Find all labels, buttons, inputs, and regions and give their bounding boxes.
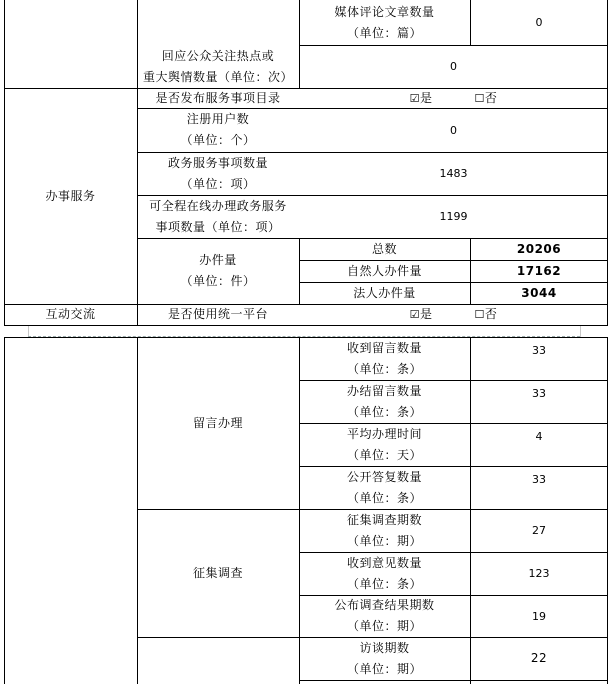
- messages-completed-value: [471, 380, 607, 406]
- label-unit: （单位：条）: [346, 361, 422, 376]
- survey-results-label: [299, 595, 470, 637]
- platform-label: [137, 304, 299, 325]
- label-line: 公开答复数量: [346, 469, 422, 484]
- checked-box-icon[interactable]: ☑: [409, 91, 420, 105]
- messages-avg-time-value: [471, 423, 607, 449]
- survey-periods-value: [471, 509, 607, 552]
- handled-label: [137, 238, 299, 304]
- section-survey: [137, 509, 299, 637]
- option-yes: 是: [419, 307, 433, 321]
- service-items-label: [137, 152, 299, 195]
- label-line: 访谈期数: [359, 640, 410, 655]
- label-unit: （单位：篇）: [346, 25, 422, 40]
- service-catalog-label: [137, 88, 299, 108]
- messages-public-replies-value: [471, 466, 607, 492]
- grid-line: [4, 325, 607, 326]
- value-text: 0: [450, 123, 457, 137]
- media-comments-value: [471, 0, 607, 45]
- platform-options: [300, 304, 607, 325]
- section-message-handling: [137, 337, 299, 509]
- unchecked-box-icon[interactable]: ☐: [474, 308, 485, 321]
- value-text: 0: [535, 16, 543, 29]
- messages-public-replies-label: [299, 466, 470, 509]
- survey-results-value: [471, 595, 607, 637]
- value-text: 22: [530, 651, 548, 665]
- hot-topics-value: [300, 45, 607, 88]
- online-items-label: [137, 195, 299, 238]
- section-office-service: [4, 88, 137, 304]
- section-interaction: [4, 304, 137, 325]
- handled-total-value: [471, 238, 607, 260]
- handled-total-label: [299, 238, 470, 260]
- unchecked-box-icon[interactable]: ☐: [474, 91, 485, 105]
- label-line: 政务服务事项数量: [167, 155, 268, 170]
- survey-opinions-label: [299, 552, 470, 595]
- hot-topics-label: [137, 45, 299, 88]
- value-text: 27: [532, 524, 546, 537]
- value-text: 1199: [439, 210, 468, 223]
- label-line: 媒体评论文章数量: [334, 4, 435, 19]
- label-unit: （单位：条）: [346, 404, 422, 419]
- label-line: 公布调查结果期数: [334, 598, 435, 612]
- registered-users-value: [300, 108, 607, 152]
- page-gap-marker: [580, 326, 581, 337]
- value-text: 1483: [439, 167, 468, 180]
- value-text: 0: [450, 60, 457, 73]
- grid-line: [607, 337, 608, 684]
- messages-avg-time-label: [299, 423, 470, 466]
- label-line: 平均办理时间: [346, 426, 422, 441]
- messages-received-label: [299, 337, 470, 380]
- media-comments-label: [299, 0, 470, 45]
- messages-completed-label: [299, 380, 470, 423]
- service-catalog-options: [300, 88, 607, 108]
- online-items-value: [300, 195, 607, 238]
- value-text: 123: [528, 567, 550, 580]
- survey-periods-label: [299, 509, 470, 552]
- value-text: 20206: [516, 241, 562, 256]
- section-label: 办事服务: [45, 188, 96, 203]
- label-unit: （单位：项）: [180, 176, 256, 191]
- label-unit: （单位：期）: [346, 661, 422, 676]
- interview-periods-label: [299, 637, 470, 680]
- label-line: 总数: [371, 241, 397, 256]
- value-text: 33: [532, 386, 546, 400]
- label-unit: （单位：条）: [346, 576, 422, 591]
- label-line: 法人办件量: [353, 285, 416, 300]
- label-unit: （单位：期）: [346, 619, 422, 633]
- option-no: 否: [484, 307, 498, 321]
- label-line: 注册用户数: [186, 112, 250, 126]
- label-line: 征集调查期数: [346, 512, 422, 527]
- checked-box-icon[interactable]: ☑: [409, 308, 420, 321]
- value-text: 33: [532, 472, 546, 486]
- option-no: 否: [484, 90, 498, 105]
- messages-received-value: [471, 337, 607, 363]
- interview-periods-value: [471, 637, 607, 680]
- value-text: 33: [532, 343, 546, 357]
- value-text: 3044: [521, 285, 557, 300]
- value-text: 4: [535, 429, 543, 443]
- label-line: 收到意见数量: [346, 555, 422, 570]
- label-unit: 重大舆情数量（单位：次）: [142, 69, 293, 84]
- label-line: 可全程在线办理政务服务: [149, 198, 287, 213]
- section-label: 征集调查: [192, 565, 243, 580]
- label-line: 办结留言数量: [346, 383, 422, 398]
- label-unit: （单位：件）: [180, 274, 256, 288]
- label-unit: （单位：个）: [180, 133, 256, 147]
- option-yes: 是: [419, 90, 433, 105]
- grid-line: [299, 680, 607, 681]
- survey-opinions-value: [471, 552, 607, 595]
- label-unit: （单位：天）: [346, 447, 422, 462]
- label-line: 办件量: [199, 253, 237, 267]
- label-unit: （单位：期）: [346, 533, 422, 548]
- grid-line: [4, 337, 5, 684]
- label-line: 收到留言数量: [346, 340, 422, 355]
- label-line: 是否使用统一平台: [167, 307, 268, 321]
- value-text: 19: [532, 609, 546, 623]
- label-unit: （单位：条）: [346, 490, 422, 505]
- handled-natural-label: [299, 260, 470, 282]
- value-text: 17162: [516, 263, 562, 278]
- label-line: 回应公众关注热点或: [161, 48, 275, 63]
- registered-users-label: [137, 108, 299, 152]
- label-line: 是否发布服务事项目录: [155, 90, 281, 105]
- label-unit: 事项数量（单位：项）: [155, 219, 281, 234]
- section-label: 互动交流: [45, 307, 96, 321]
- grid-line: [607, 0, 608, 326]
- section-label: 留言办理: [192, 415, 243, 430]
- label-line: 自然人办件量: [346, 263, 422, 278]
- service-items-value: [300, 152, 607, 195]
- handled-natural-value: [471, 260, 607, 282]
- handled-legal-label: [299, 282, 470, 304]
- handled-legal-value: [471, 282, 607, 304]
